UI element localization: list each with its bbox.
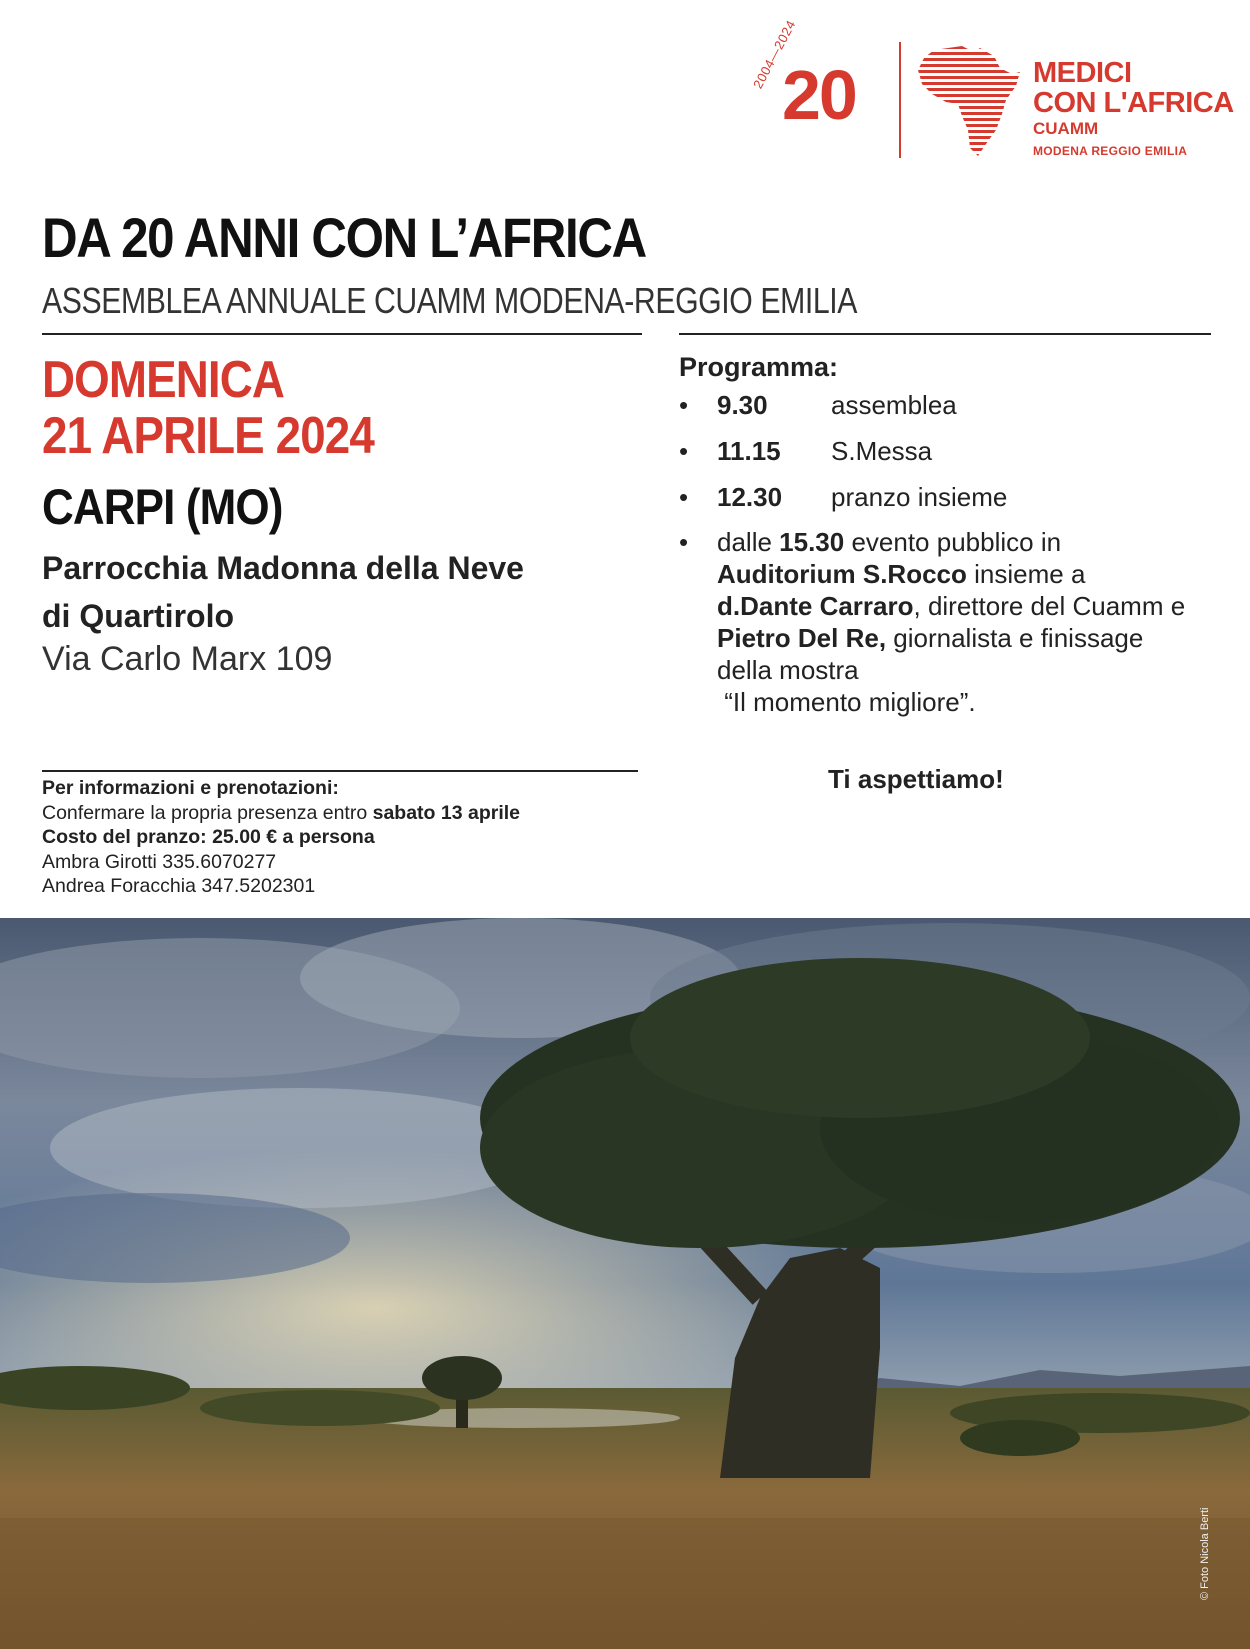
program-activity: pranzo insieme [831, 482, 1008, 512]
guest-pietro-del-re: Pietro Del Re, [717, 623, 887, 653]
lunch-cost: Costo del pranzo: 25.00 € a persona [42, 826, 375, 848]
anniversary-years: 2004—2024 [750, 17, 799, 92]
divider-left [42, 333, 642, 335]
program-section [679, 352, 1219, 718]
program-time: 9.30 [717, 390, 768, 420]
afternoon-description: dalle 15.30 evento pubblico in Auditorium S.Rocco insieme a d.Dante Carraro, direttore del Cuamm e Pietro Del Re, giornalista e finissage della mostra “Il momento migliore”. [717, 527, 1186, 717]
venue-line-1: Parrocchia Madonna della Neve [42, 550, 524, 586]
program-activity: S.Messa [831, 436, 933, 466]
exhibition-title: “Il momento migliore”. [724, 687, 976, 717]
program-item [679, 428, 1219, 474]
baobab-landscape-photo [0, 918, 1250, 1649]
contact-andrea: Andrea Foracchia 347.5202301 [42, 875, 316, 897]
info-confirm: Confermare la propria presenza entro sabato 13 aprile [42, 801, 520, 824]
afternoon-time: 15.30 [779, 527, 845, 557]
program-item-afternoon [679, 526, 1219, 718]
confirm-deadline: sabato 13 aprile [372, 801, 520, 824]
logo-divider [899, 42, 901, 158]
anniversary-logo [750, 17, 932, 158]
welcome-message: Ti aspettiamo! [828, 764, 1004, 794]
logo-line-region: MODENA REGGIO EMILIA [1033, 144, 1188, 158]
photo-credit: © Foto Nicola Berti [1199, 1507, 1211, 1600]
logo-line-medici: MEDICI [1033, 57, 1132, 89]
anniversary-number: 20 [782, 56, 856, 134]
logo-line-con-africa: CON L'AFRICA [1033, 87, 1234, 119]
program-time: 12.30 [717, 482, 783, 512]
info-section [42, 776, 520, 899]
program-item [679, 474, 1219, 520]
organization-logo-text [1033, 58, 1234, 162]
venue-address: Via Carlo Marx 109 [42, 640, 333, 678]
info-heading: Per informazioni e prenotazioni: [42, 777, 339, 799]
bullet-icon: • [679, 436, 689, 466]
page-title: DA 20 ANNI CON L’AFRICA [42, 206, 646, 269]
bullet-icon: • [679, 527, 689, 557]
event-city: CARPI (MO) [42, 479, 283, 535]
page-subtitle: ASSEMBLEA ANNUALE CUAMM MODENA-REGGIO EMILIA [42, 280, 857, 321]
venue-name [42, 544, 642, 640]
contact-ambra: Ambra Girotti 335.6070277 [42, 850, 277, 873]
divider-right [679, 333, 1211, 335]
bullet-icon: • [679, 390, 689, 420]
venue-line-2: di Quartirolo [42, 598, 234, 634]
africa-map-icon [916, 44, 1026, 160]
program-activity: assemblea [831, 390, 957, 420]
program-item [679, 382, 1219, 428]
event-date [42, 352, 374, 464]
afternoon-venue: Auditorium S.Rocco [717, 559, 967, 589]
program-title: Programma: [679, 352, 839, 382]
divider-info [42, 770, 638, 772]
event-full-date: 21 APRILE 2024 [42, 407, 374, 465]
logo-line-cuamm: CUAMM [1033, 119, 1099, 138]
program-time: 11.15 [717, 436, 781, 466]
guest-dante-carraro: d.Dante Carraro [717, 591, 914, 621]
event-day: DOMENICA [42, 351, 285, 409]
bullet-icon: • [679, 482, 689, 512]
